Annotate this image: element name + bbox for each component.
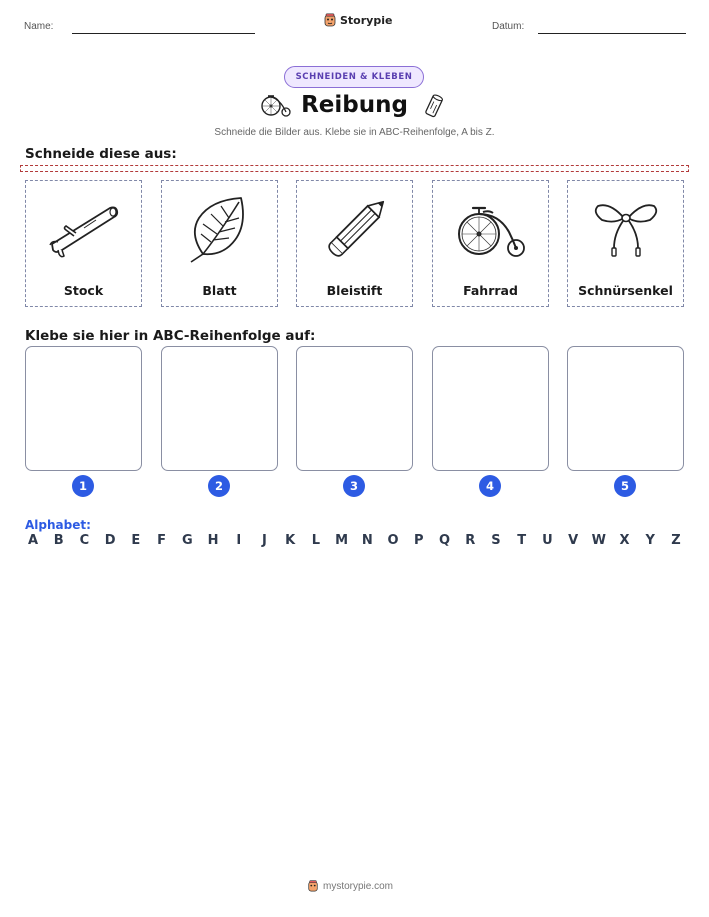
cut-heading: Schneide diese aus: <box>25 146 177 162</box>
alphabet-letter: L <box>311 533 321 548</box>
card-label: Bleistift <box>326 283 383 298</box>
logo-text: Storypie <box>340 13 393 27</box>
alphabet-letter: E <box>131 533 141 548</box>
alphabet-row <box>25 533 684 548</box>
alphabet-letter: S <box>491 533 501 548</box>
footer <box>307 880 393 892</box>
alphabet-letter: P <box>414 533 424 548</box>
alphabet-letter: Y <box>645 533 655 548</box>
cut-line <box>20 165 689 172</box>
alphabet-letter: T <box>517 533 527 548</box>
card-label: Blatt <box>202 283 237 298</box>
cut-card-leaf[interactable] <box>161 180 278 307</box>
alphabet-letter: O <box>387 533 399 548</box>
alphabet-letter: A <box>27 533 39 548</box>
paste-heading: Klebe sie hier in ABC-Reihenfolge auf: <box>25 328 316 344</box>
alphabet-letter: N <box>361 533 373 548</box>
slot-number-3: 3 <box>343 475 365 497</box>
card-label: Fahrrad <box>463 283 518 298</box>
alphabet-letter: M <box>335 533 349 548</box>
pencil-icon <box>320 194 390 266</box>
penny-farthing-bicycle-icon <box>453 196 529 264</box>
card-label: Stock <box>63 283 104 298</box>
alphabet-letter: X <box>619 533 630 548</box>
alphabet-letter: C <box>79 533 90 548</box>
alphabet-letter: K <box>285 533 296 548</box>
slot-number-5: 5 <box>614 475 636 497</box>
date-line[interactable] <box>538 33 686 34</box>
cut-card-bicycle[interactable] <box>432 180 549 307</box>
alphabet-heading: Alphabet: <box>25 518 91 532</box>
activity-badge: SCHNEIDEN & KLEBEN <box>284 66 424 88</box>
paste-slot-3[interactable] <box>296 346 413 471</box>
alphabet-letter: D <box>104 533 116 548</box>
alphabet-letter: U <box>542 533 553 548</box>
name-line[interactable] <box>72 33 255 34</box>
paste-slot-4[interactable] <box>432 346 549 471</box>
alphabet-letter: B <box>53 533 64 548</box>
alphabet-letter: J <box>262 533 267 548</box>
storypie-mascot-icon <box>323 13 337 27</box>
instructions: Schneide die Bilder aus. Klebe sie in ABC-Reihenfolge, A bis Z. <box>214 127 495 138</box>
shoelace-bow-icon <box>588 196 664 264</box>
cut-card-stick[interactable] <box>25 180 142 307</box>
slot-number-2: 2 <box>208 475 230 497</box>
alphabet-letter: F <box>157 533 167 548</box>
log-icon <box>423 93 445 119</box>
paste-slot-2[interactable] <box>161 346 278 471</box>
storypie-mascot-icon <box>307 880 319 892</box>
paste-slot-5[interactable] <box>567 346 684 471</box>
alphabet-letter: V <box>568 533 579 548</box>
alphabet-letter: Z <box>671 533 681 548</box>
slot-number-4: 4 <box>479 475 501 497</box>
alphabet-letter: G <box>181 533 193 548</box>
alphabet-letter: H <box>207 533 219 548</box>
cut-card-pencil[interactable] <box>296 180 413 307</box>
alphabet-letter: I <box>236 533 242 548</box>
alphabet-letter: R <box>465 533 476 548</box>
paste-slot-1[interactable] <box>25 346 142 471</box>
alphabet-letter: Q <box>438 533 451 548</box>
storypie-logo <box>323 13 392 27</box>
stick-icon <box>44 198 124 262</box>
footer-url[interactable]: mystorypie.com <box>323 880 394 892</box>
cut-card-shoelace[interactable] <box>567 180 684 307</box>
card-label: Schnürsenkel <box>578 283 673 298</box>
slot-number-1: 1 <box>72 475 94 497</box>
page-title: Reibung <box>301 92 408 118</box>
alphabet-letter: W <box>591 533 606 548</box>
date-label: Datum: <box>492 21 525 32</box>
leaf-icon <box>185 194 255 266</box>
name-label: Name: <box>24 21 54 32</box>
